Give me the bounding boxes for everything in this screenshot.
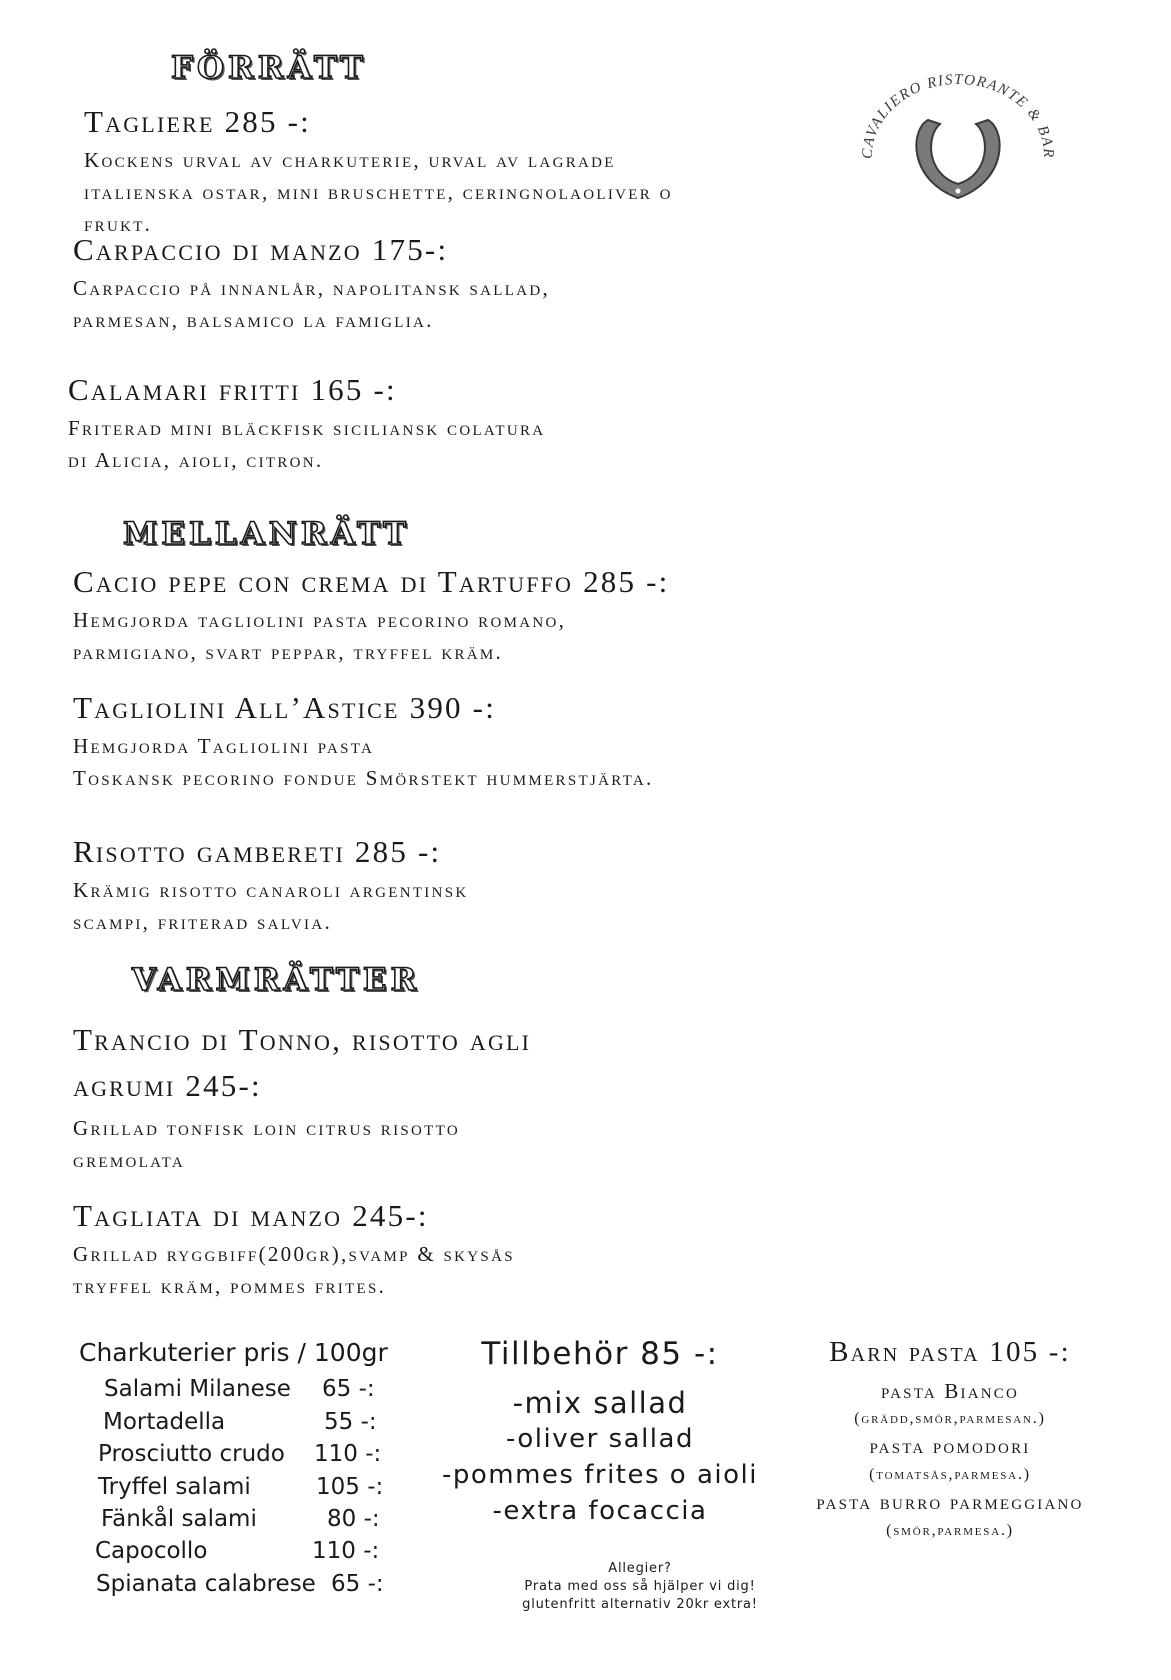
dish-name: Risotto gambereti 285 -: bbox=[73, 834, 442, 869]
dish-description: frukt. bbox=[84, 212, 153, 236]
horseshoe-icon bbox=[858, 70, 1058, 210]
dish-description: Kockens urval av charkuterie, urval av lagrade bbox=[84, 148, 616, 172]
dish-description: Grillad ryggbiff(200gr),svamp & skysås bbox=[73, 1242, 515, 1266]
charkuterier-title: Charkuterier pris / 100gr bbox=[79, 1338, 388, 1367]
dish-name: agrumi 245-: bbox=[73, 1068, 262, 1103]
charkuterier-item-price: 65 -: bbox=[331, 1571, 384, 1597]
charkuterier-item-price: 80 -: bbox=[327, 1506, 380, 1532]
charkuterier-item-name: Salami Milanese bbox=[104, 1376, 291, 1402]
dish-description: di Alicia, aioli, citron. bbox=[68, 448, 324, 472]
dish-description: Toskansk pecorino fondue Smörstekt hummerstjärta. bbox=[73, 766, 654, 790]
charkuterier-item-name: Capocollo bbox=[95, 1538, 208, 1564]
section-heading-varmratter: VARMRÄTTER bbox=[132, 962, 421, 998]
dish-name: Tagliere 285 -: bbox=[84, 104, 311, 139]
tillbehor-item: -oliver sallad bbox=[506, 1424, 694, 1454]
logo-text: CAVALIERO RISTORANTE & BAR bbox=[859, 71, 1057, 160]
dish-description: Krämig risotto canaroli argentinsk bbox=[73, 878, 469, 902]
dish-description: Hemgjorda tagliolini pasta pecorino romano, bbox=[73, 608, 567, 632]
dish-name: Tagliata di manzo 245-: bbox=[73, 1198, 429, 1233]
dish-description: Grillad tonfisk loin citrus risotto bbox=[73, 1116, 460, 1140]
dish-description: parmesan, balsamico la famiglia. bbox=[73, 308, 434, 332]
allergy-note-line: glutenfritt alternativ 20kr extra! bbox=[522, 1597, 758, 1612]
charkuterier-item-price: 105 -: bbox=[316, 1474, 384, 1500]
dish-description: scampi, friterad salvia. bbox=[73, 910, 333, 934]
charkuterier-item-price: 110 -: bbox=[312, 1538, 380, 1564]
allergy-note-line: Allegier? bbox=[608, 1561, 672, 1576]
charkuterier-item-price: 65 -: bbox=[322, 1376, 375, 1402]
tillbehor-item: -pommes frites o aioli bbox=[441, 1460, 758, 1490]
tillbehor-title: Tillbehör 85 -: bbox=[481, 1336, 719, 1372]
dish-description: Friterad mini bläckfisk siciliansk colatura bbox=[68, 416, 546, 440]
barn-pasta-title: Barn pasta 105 -: bbox=[829, 1336, 1071, 1368]
dish-name: Cacio pepe con crema di Tartuffo 285 -: bbox=[73, 564, 670, 599]
dish-name: Trancio di Tonno, risotto agli bbox=[73, 1022, 532, 1057]
tillbehor-item: -mix sallad bbox=[512, 1386, 688, 1420]
dish-name: Tagliolini All’Astice 390 -: bbox=[73, 690, 497, 725]
dish-description: Hemgjorda Tagliolini pasta bbox=[73, 734, 375, 758]
section-heading-mellanratt: MELLANRÄTT bbox=[123, 516, 411, 552]
tillbehor-item: -extra focaccia bbox=[492, 1496, 708, 1526]
svg-text:CAVALIERO RISTORANTE & BAR bbox=[860, 72, 1056, 159]
dish-name: Calamari fritti 165 -: bbox=[68, 372, 397, 407]
barn-pasta-item: pasta pomodori bbox=[869, 1434, 1031, 1458]
charkuterier-item-name: Tryffel salami bbox=[98, 1474, 251, 1500]
charkuterier-item-name: Prosciutto crudo bbox=[98, 1441, 285, 1467]
dish-description: Carpaccio på innanlår, napolitansk sallad, bbox=[73, 276, 551, 300]
barn-pasta-item: pasta burro parmeggiano bbox=[816, 1490, 1084, 1514]
barn-pasta-note: (tomatsås,parmesa.) bbox=[869, 1466, 1031, 1483]
charkuterier-item-name: Fänkål salami bbox=[101, 1506, 257, 1532]
barn-pasta-item: pasta Bianco bbox=[880, 1379, 1020, 1403]
barn-pasta-note: (smör,parmesa.) bbox=[886, 1522, 1014, 1539]
dish-description: italienska ostar, mini bruschette, ceringnolaoliver o bbox=[84, 180, 673, 204]
charkuterier-item-price: 55 -: bbox=[324, 1409, 377, 1435]
charkuterier-item-name: Mortadella bbox=[103, 1409, 226, 1435]
charkuterier-item-price: 110 -: bbox=[314, 1441, 382, 1467]
dish-description: gremolata bbox=[73, 1148, 185, 1172]
allergy-note-line: Prata med oss så hjälper vi dig! bbox=[524, 1579, 756, 1594]
dish-description: tryffel kräm, pommes frites. bbox=[73, 1274, 387, 1298]
section-heading-forratt: FÖRRÄTT bbox=[171, 50, 367, 86]
restaurant-logo bbox=[858, 70, 1058, 210]
barn-pasta-note: (grädd,smör,parmesan.) bbox=[854, 1410, 1046, 1427]
dish-name: Carpaccio di manzo 175-: bbox=[73, 232, 449, 267]
charkuterier-item-name: Spianata calabrese bbox=[96, 1571, 316, 1597]
dish-description: parmigiano, svart peppar, tryffel kräm. bbox=[73, 640, 504, 664]
